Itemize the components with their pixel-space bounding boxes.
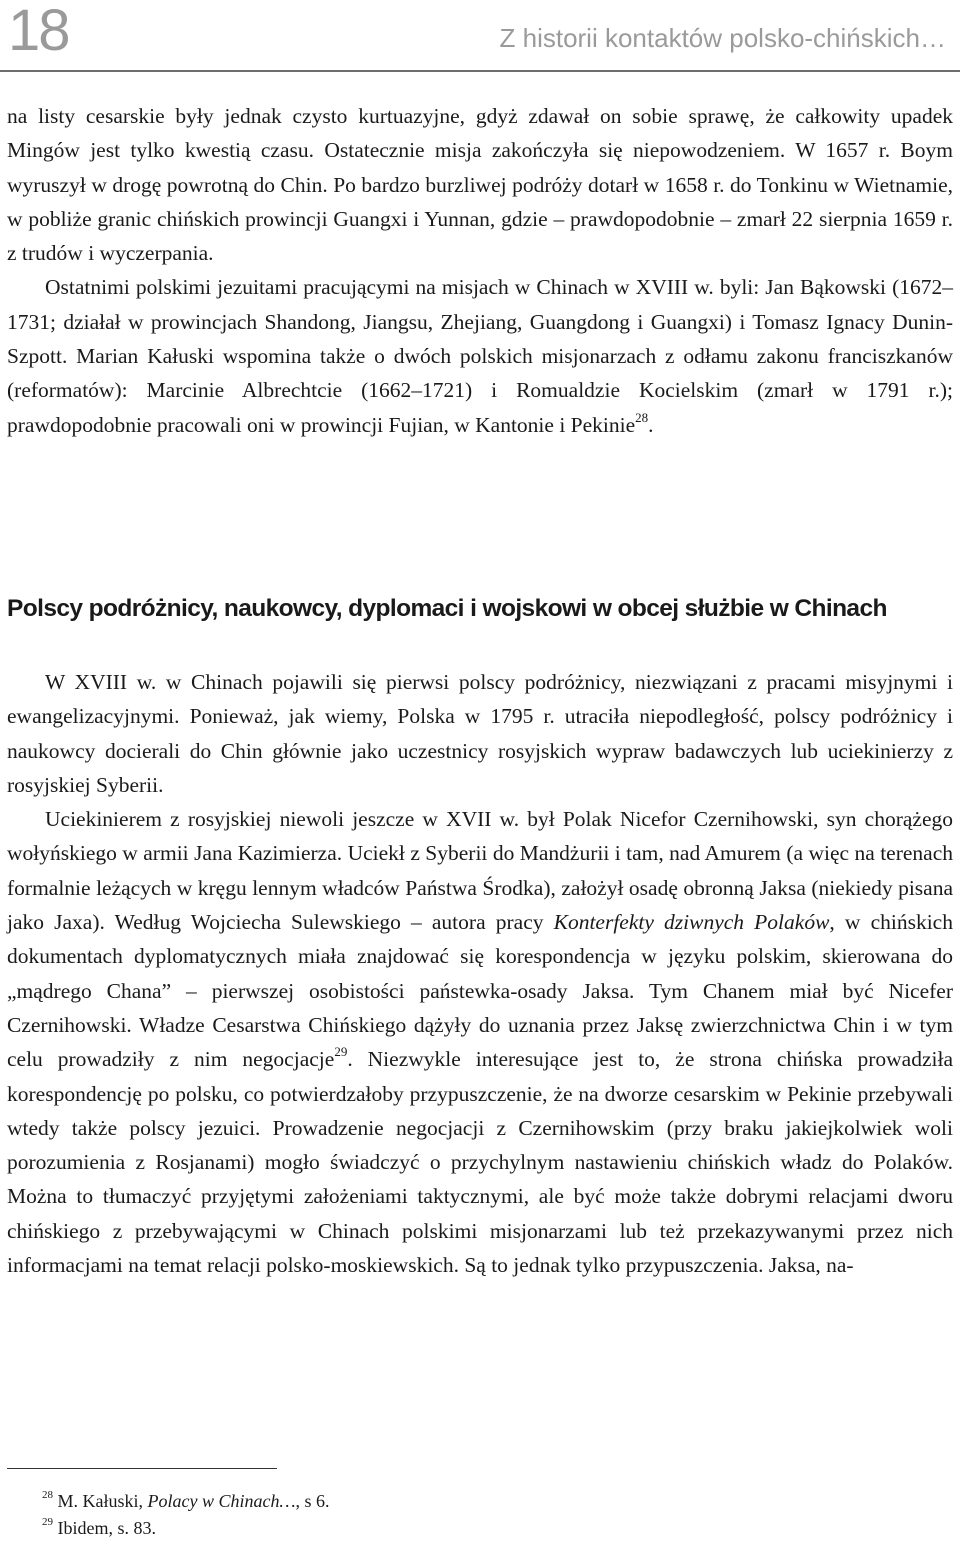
footnote-28: $^{28}$ M. Kałuski, Polacy w Chinach…, s 6.	[42, 1489, 330, 1511]
footnote-ref-29: 29	[334, 1044, 348, 1060]
header-rule	[0, 70, 960, 72]
paragraph: Ostatnimi polskimi jezuitami pracującymi na misjach w Chinach w XVIII w. byli: Jan Bąkowski (1672–1731; działał w prowincjach Shandong, Jiangsu, Zhejiang, Guangdong i Guangxi) i Tomasz Ignacy Dunin-Szpott. Marian Kałuski wspomina także o dwóch polskich misjonarzach z odłamu zakonu franciszkanów (reformatów): Marcinie Albrechtcie (1662–1721) i Romualdzie Kocielskim (zmarł w 1791 r.); prawdopodobnie pracowali oni w prowincji Fujian, w Kantonie i Pekinie$^{28}$.	[7, 275, 953, 437]
footnote-ref-28: 28	[635, 409, 649, 425]
paragraph: Uciekinierem z rosyjskiej niewoli jeszcze w XVII w. był Polak Nicefor Czernihowski, syn chorążego wołyńskiego w armii Jana Kazimierza. Uciekł z Syberii do Mandżurii i tam, nad Amurem (a więc na terenach formalnie leżących w kręgu lennym władców Państwa Środka), założył osadę obronną Jaksa (niekiedy pisana jako Jaxa). Według Wojciecha Sulewskiego – autora pracy Konterfekty dziwnych Polaków, w chińskich dokumentach dyplomatycznych miała znajdować się korespondencja w języku polskim, skierowana do „mądrego Chana” – pierwszej osobistości państewka-osady Jaksa. Tym Chanem miał być Nicefer Czernihowski. Władze Cesarstwa Chińskiego dążyły do uznania przez Jaksę zwierzchnictwa Chin i w tym celu prowadziły z nim negocjacje$^{29}$. Niezwykle interesujące jest to, że strona chińska prowadziła korespondencję po polsku, co potwierdzałoby przypuszczenie, że na dworze cesarskim w Pekinie przebywali wtedy także polscy jezuici. Prowadzenie negocjacji z Czernihowskim (przy braku jakiejkolwiek woli porozumienia z Rosjanami) mogło świadczyć o przychylnym nastawieniu chińskich władz do Polaków. Można to tłumaczyć przyjętymi założeniami taktycznymi, ale być może także dobrymi relacjami dworu chińskiego z przebywającymi w Chinach polskimi misjonarzami lub też przekazywanymi przez nich informacjami na temat relacji polsko-moskiewskich. Są to jednak tylko przypuszczenia. Jaksa, na-	[7, 807, 953, 1278]
book-title: Konterfekty dziwnych Polaków	[553, 910, 830, 935]
running-header: Z historii kontaktów polsko-chińskich…	[499, 23, 946, 53]
paragraph: na listy cesarskie były jednak czysto kurtuazyjne, gdyż zdawał on sobie sprawę, że całkowity upadek Mingów jest tylko kwestią czasu. Ostatecznie misja zakończyła się niepowodzeniem. W 1657 r. Boym wyruszył w drogę powrotną do Chin. Po bardzo burzliwej podróży dotarł w 1658 r. do Tonkinu w Wietnamie, w pobliże granic chińskich prowincji Guangxi i Yunnan, gdzie – prawdopodobnie – zmarł 22 sierpnia 1659 r. z trudów i wyczerpania.	[7, 104, 953, 266]
paragraph-text: Ostatnimi polskimi jezuitami pracującymi na misjach w Chinach w XVIII w. byli: Jan Bąkowski (1672–1731; działał w prowincjach Shandong, Jiangsu, Zhejiang, Guangdong i Guangxi) i Tomasz Ignacy Dunin-Szpott. Marian Kałuski wspomina także o dwóch polskich misjonarzach z odłamu zakonu franciszkanów (reformatów): Marcinie Albrechtcie (1662–1721) i Romualdzie Kocielskim (zmarł w 1791 r.); prawdopodobnie pracowali oni w prowincji Fujian, w Kantonie i Pekinie	[7, 275, 953, 437]
footnote-rule	[7, 1468, 277, 1469]
section-one-text	[7, 99, 953, 442]
footnotes	[42, 1488, 330, 1542]
page-number: 18	[8, 0, 69, 63]
section-two-text	[7, 665, 953, 1282]
paragraph: W XVIII w. w Chinach pojawili się pierwsi polscy podróżnicy, niezwiązani z pracami misyjnymi i ewangelizacyjnymi. Ponieważ, jak wiemy, Polska w 1795 r. utraciła niepodległość, polscy podróżnicy i naukowcy docierali do Chin głównie jako uczestnicy rosyjskich wypraw badawczych lub uciekinierzy z rosyjskiej Syberii.	[7, 670, 953, 797]
section-heading: Polscy podróżnicy, naukowcy, dyplomaci i wojskowi w obcej służbie w Chinach	[7, 595, 887, 622]
footnote-29: $^{29}$ Ibidem, s. 83.	[42, 1516, 156, 1538]
